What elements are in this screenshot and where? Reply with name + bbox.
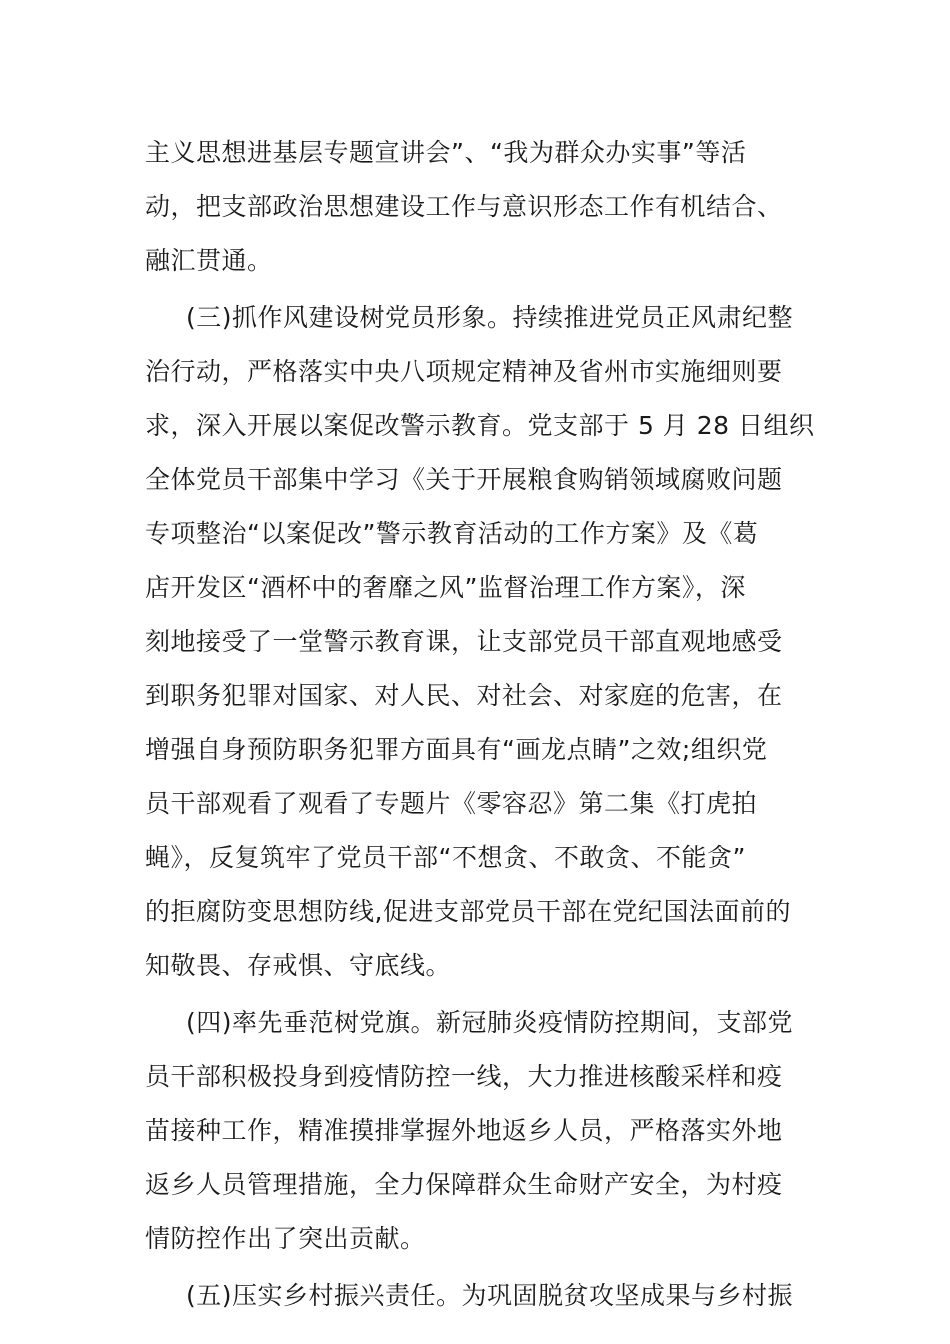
text-line: 蝇》，反复筑牢了党员干部“不想贪、不敢贪、不能贪” xyxy=(145,843,746,872)
text-line: 员干部观看了观看了专题片《零容忍》第二集《打虎拍 xyxy=(145,789,758,818)
text-line: 员干部积极投身到疫情防控一线，大力推进核酸采样和疫 xyxy=(145,1062,783,1091)
text-line: 融汇贯通。 xyxy=(145,246,273,275)
text-line: 苗接种工作，精准摸排掌握外地返乡人员，严格落实外地 xyxy=(145,1116,783,1145)
paragraph-3-heading-line: (三)抓作风建设树党员形象。持续推进党员正风肃纪整 xyxy=(186,303,794,332)
text-line: 情防控作出了突出贡献。 xyxy=(145,1224,426,1253)
text-line: 店开发区“酒杯中的奢靡之风”监督治理工作方案》，深 xyxy=(145,573,746,602)
text-line: 治行动，严格落实中央八项规定精神及省州市实施细则要 xyxy=(145,357,783,386)
text-line: 知敬畏、存戒惧、守底线。 xyxy=(145,951,452,980)
text-line: 主义思想进基层专题宣讲会”、“我为群众办实事”等活 xyxy=(145,138,747,167)
text-line: 动，把支部政治思想建设工作与意识形态工作有机结合、 xyxy=(145,192,783,221)
text-line: 增强自身预防职务犯罪方面具有“画龙点睛”之效;组织党 xyxy=(145,735,768,764)
text-line: 专项整治“以案促改”警示教育活动的工作方案》及《葛 xyxy=(145,519,759,548)
paragraph-5-heading-line: (五)压实乡村振兴责任。为巩固脱贫攻坚成果与乡村振 xyxy=(186,1281,794,1310)
text-line: 返乡人员管理措施，全力保障群众生命财产安全，为村疫 xyxy=(145,1170,783,1199)
text-line: 刻地接受了一堂警示教育课，让支部党员干部直观地感受 xyxy=(145,627,783,656)
text-line: 求，深入开展以案促改警示教育。党支部于 5 月 28 日组织 xyxy=(145,411,815,440)
text-line: 到职务犯罪对国家、对人民、对社会、对家庭的危害，在 xyxy=(145,681,783,710)
text-line: 的拒腐防变思想防线,促进支部党员干部在党纪国法面前的 xyxy=(145,897,791,926)
paragraph-4-heading-line: (四)率先垂范树党旗。新冠肺炎疫情防控期间，支部党 xyxy=(186,1008,794,1037)
text-line: 全体党员干部集中学习《关于开展粮食购销领域腐败问题 xyxy=(145,465,783,494)
